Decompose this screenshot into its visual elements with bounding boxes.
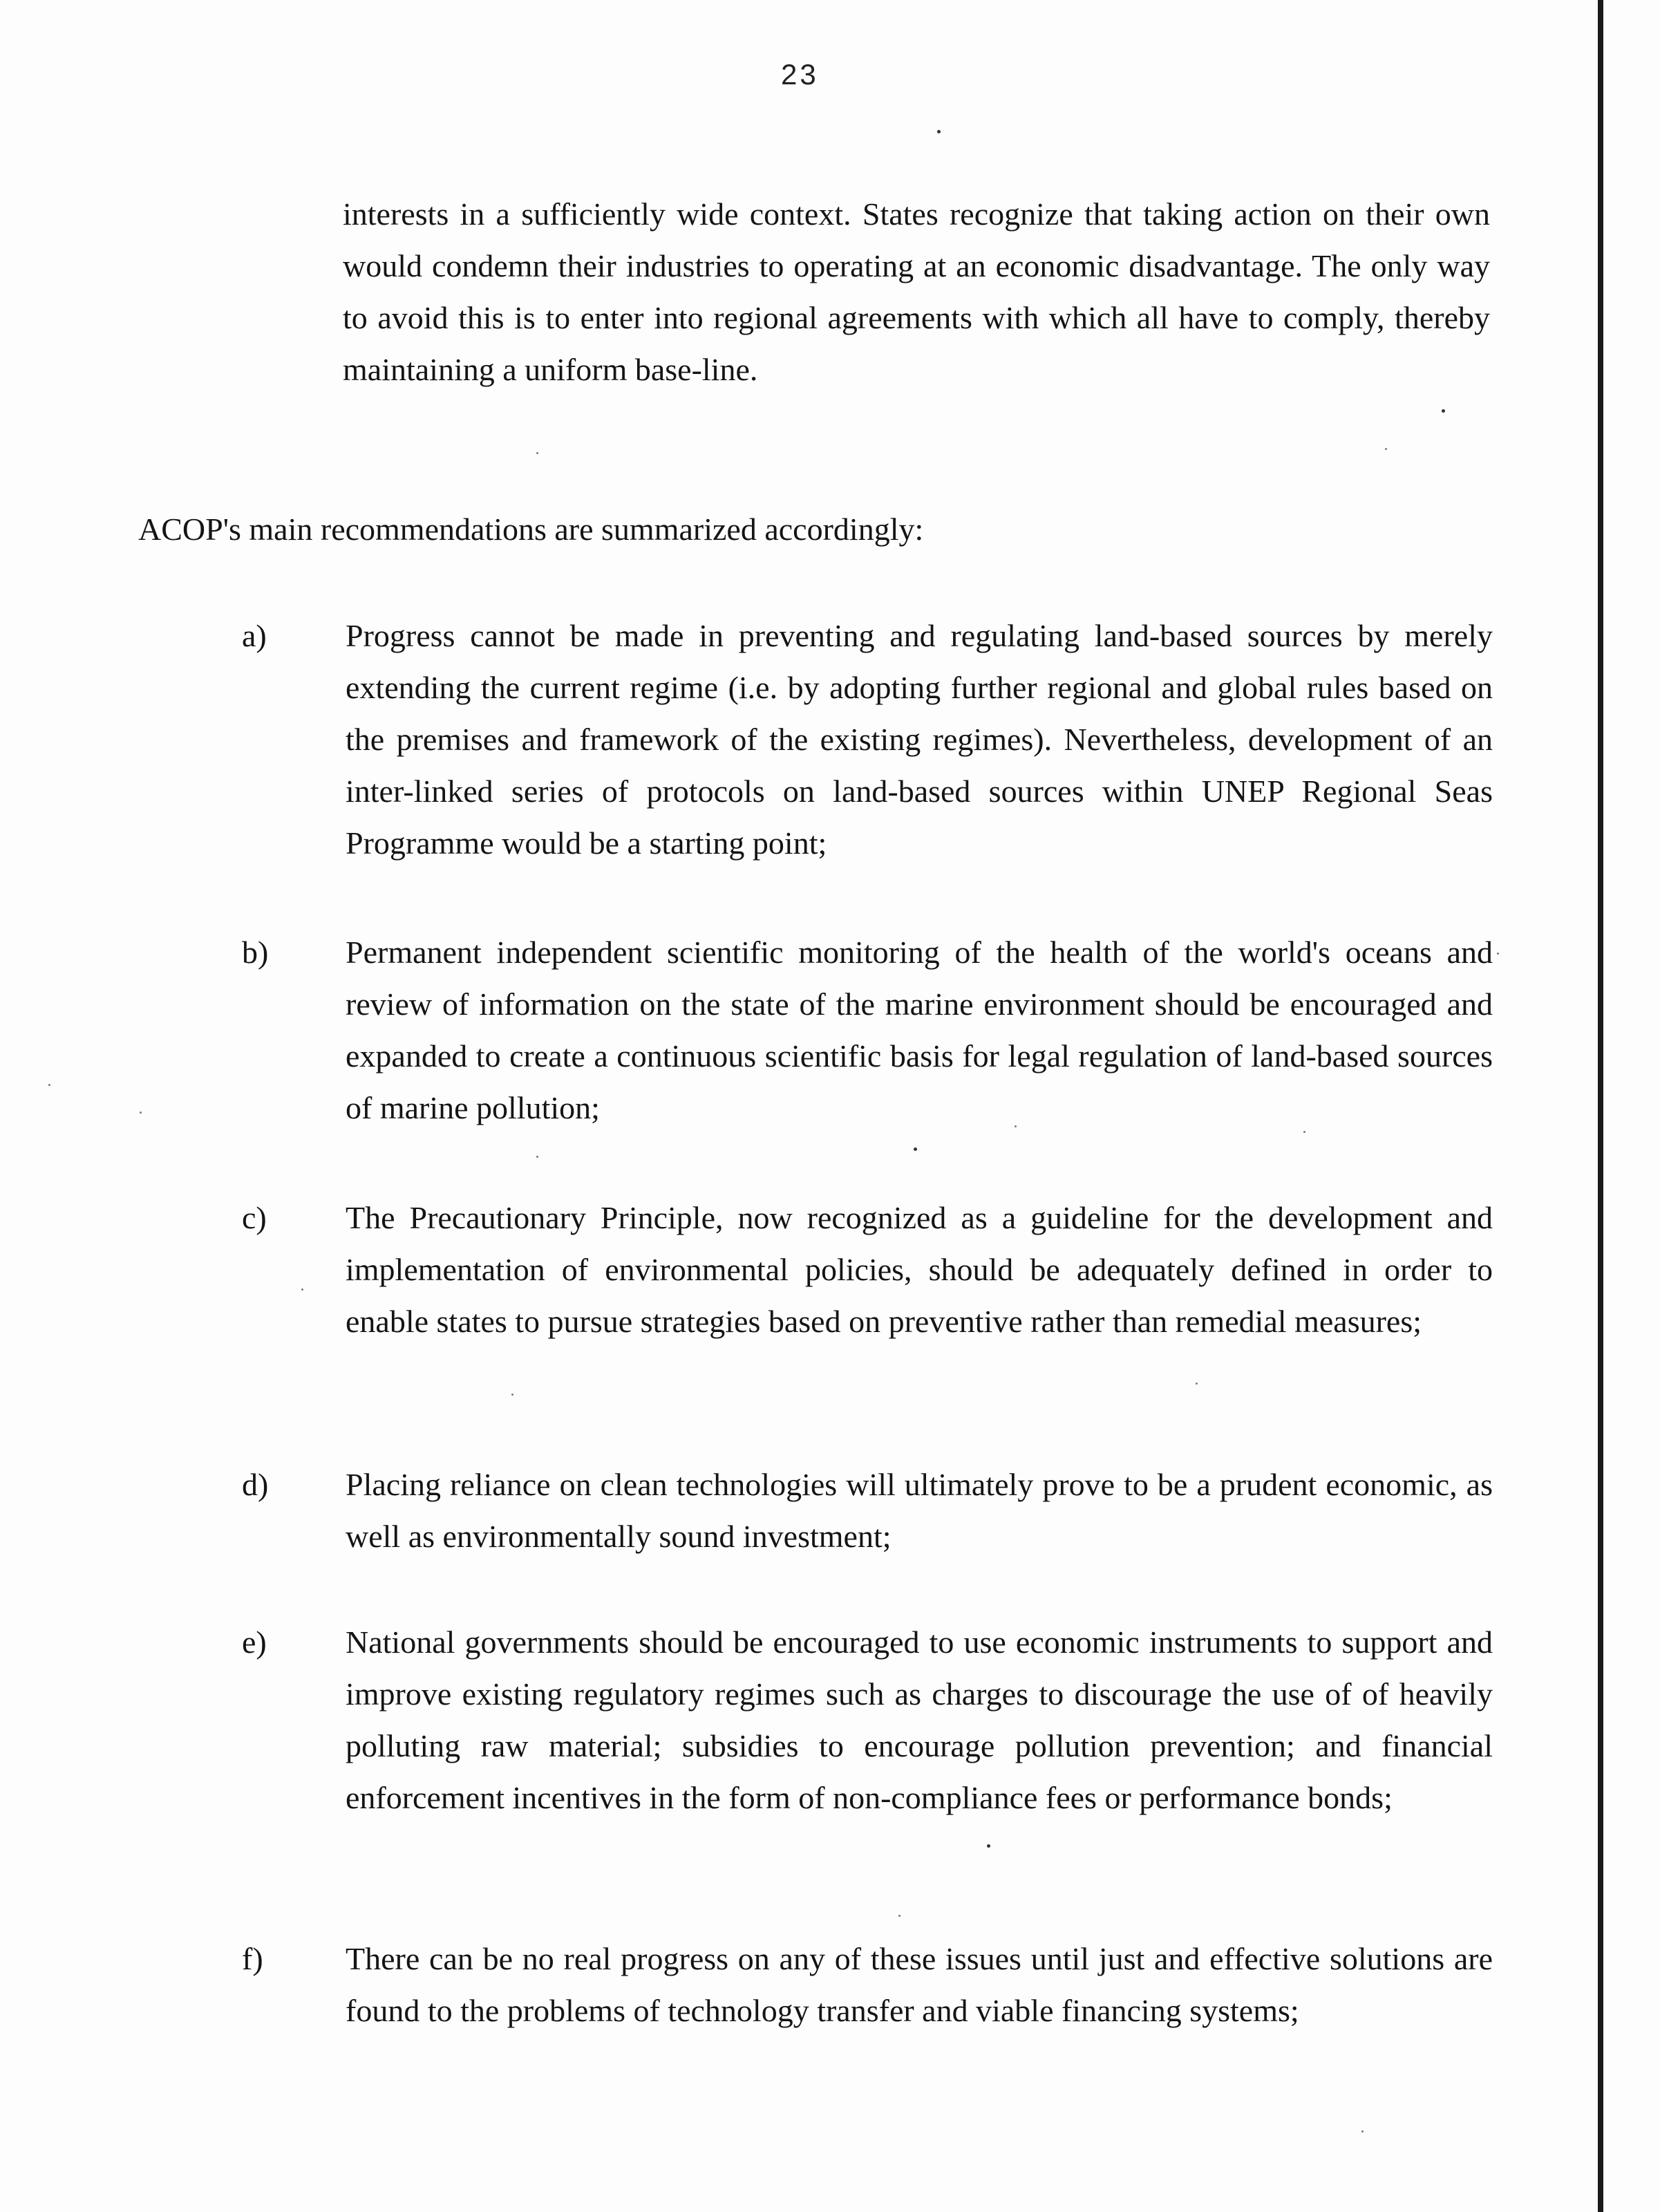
scan-speck bbox=[1015, 1125, 1017, 1127]
scan-speck bbox=[1361, 2130, 1364, 2133]
scan-speck bbox=[1442, 409, 1445, 413]
scan-speck bbox=[987, 1844, 990, 1848]
scan-speck bbox=[536, 452, 538, 454]
recommendation-letter: f) bbox=[242, 1941, 263, 1976]
scan-speck bbox=[140, 1112, 142, 1114]
recommendation-text: Permanent independent scientific monitoring of the health of the world's oceans and review of information on the state of the marine environment should be encouraged and expanded to create a continuous scientific basis for legal regulation of land-based sources of marine pollution; bbox=[346, 935, 1493, 1125]
scan-speck bbox=[536, 1156, 538, 1158]
recommendation-text: There can be no real progress on any of these issues until just and effective solutions are found to the problems of technology transfer and viable financing systems; bbox=[346, 1941, 1493, 2028]
lead-sentence: ACOP's main recommendations are summarized accordingly: bbox=[138, 512, 924, 547]
recommendation-letter: b) bbox=[242, 935, 269, 970]
scan-speck bbox=[1385, 448, 1387, 450]
recommendation-letter: a) bbox=[242, 618, 267, 653]
scan-speck bbox=[511, 1394, 513, 1396]
scan-speck bbox=[301, 1288, 303, 1291]
scan-speck bbox=[937, 130, 941, 133]
recommendation-text: National governments should be encouraged to use economic instruments to support and improve existing regulatory regimes such as charges to discourage the use of of heavily polluting raw material; subsidies to encourage pollution prevention; and financial enforcement incentives in the form of non-compliance fees or performance bonds; bbox=[346, 1624, 1493, 1815]
scan-speck bbox=[48, 1084, 50, 1086]
scan-speck bbox=[1497, 953, 1499, 955]
recommendation-text: Progress cannot be made in preventing and regulating land-based sources by merely extending the current regime (i.e. by adopting further regional and global rules based on the premises and framework of the existing regimes). Nevertheless, development of an inter-linked series of protocols on land-based sources within UNEP Regional Seas Programme would be a starting point; bbox=[346, 618, 1493, 861]
recommendation-letter: c) bbox=[242, 1200, 267, 1235]
intro-paragraph: interests in a sufficiently wide context. States recognize that taking action on their own would condemn their industries to operating at an economic disadvantage. The only way to avoid this is to enter into regional agreements with which all have to comply, thereby maintaining a uniform base-line. bbox=[343, 196, 1490, 387]
scan-speck bbox=[898, 1915, 900, 1917]
scan-speck bbox=[1196, 1382, 1198, 1385]
recommendation-text: Placing reliance on clean technologies will ultimately prove to be a prudent economic, as well as environmentally sound investment; bbox=[346, 1467, 1493, 1554]
recommendation-letter: d) bbox=[242, 1467, 269, 1502]
scan-speck bbox=[1303, 1131, 1305, 1133]
page-number: 23 bbox=[781, 58, 819, 91]
scan-speck bbox=[914, 1147, 917, 1151]
recommendation-letter: e) bbox=[242, 1624, 267, 1660]
recommendation-text: The Precautionary Principle, now recognized as a guideline for the development and implementation of environmental policies, should be adequately defined in order to enable states to pursue strategies based on preventive rather than remedial measures; bbox=[346, 1200, 1493, 1339]
scan-edge-border bbox=[1598, 0, 1603, 2212]
